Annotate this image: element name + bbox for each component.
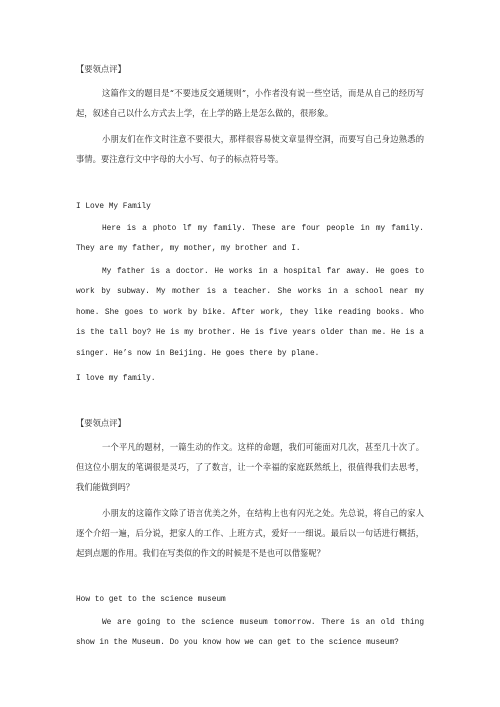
review-1-paragraph-2: 小朋友们在作文时注意不要很大，那样很容易使文章显得空洞，而要写自己身边熟悉的事情。要注意行文中字母的大小写、句子的标点符号等。 <box>76 134 424 164</box>
review-2-paragraph-2: 小朋友的这篇作文除了语言优美之外，在结构上也有闪光之处。先总说，将自己的家人逐个介绍一遍，后分说，把家人的工作、上班方式，爱好一一细说。最后以一句话进行概括，起到点题的作用。我们在写类似的作文的时候是不是也可以借鉴呢？ <box>76 508 424 558</box>
essay-1-title: I Love My Family <box>76 203 151 211</box>
essay-1-paragraph-3: I love my family. <box>76 375 156 383</box>
review-1-paragraph-1: 这篇作文的题目是“不要违反交通规则”，小作者没有说一些空话，而是从自己的经历写起，叙述自己以什么方式去上学，在上学的路上是怎么做的，很形象。 <box>76 88 424 118</box>
essay-2-paragraph-1: We are going to the science museum tomorrow. There is an old thing show in the Museum. Do you know how we can get to the science museum? <box>76 619 424 648</box>
essay-1-paragraph-2: My father is a doctor. He works in a hospital far away. He goes to work by subway. My mother is a teacher. She works in a school near my home. She goes to work by bike. After work, they like reading books. Who is the tall boy? He is my brother. He is five years older than me. He is a singer. He’s now in Beijing. He goes there by plane. <box>76 268 424 358</box>
review-2-paragraph-1: 一个平凡的题材，一篇生动的作文。这样的命题，我们可能面对几次，甚至几十次了。但这位小朋友的笔调很是灵巧，了了数言，让一个幸福的家庭跃然纸上，很值得我们去思考，我们能做到吗？ <box>76 442 424 492</box>
essay-2-title: How to get to the science museum <box>76 596 226 604</box>
review-heading-2: 【要领点评】 <box>76 418 126 428</box>
essay-1-paragraph-1: Here is a photo lf my family. These are four people in my family. They are my father, my mother, my brother and I. <box>76 225 424 254</box>
review-heading-1: 【要领点评】 <box>76 64 126 74</box>
